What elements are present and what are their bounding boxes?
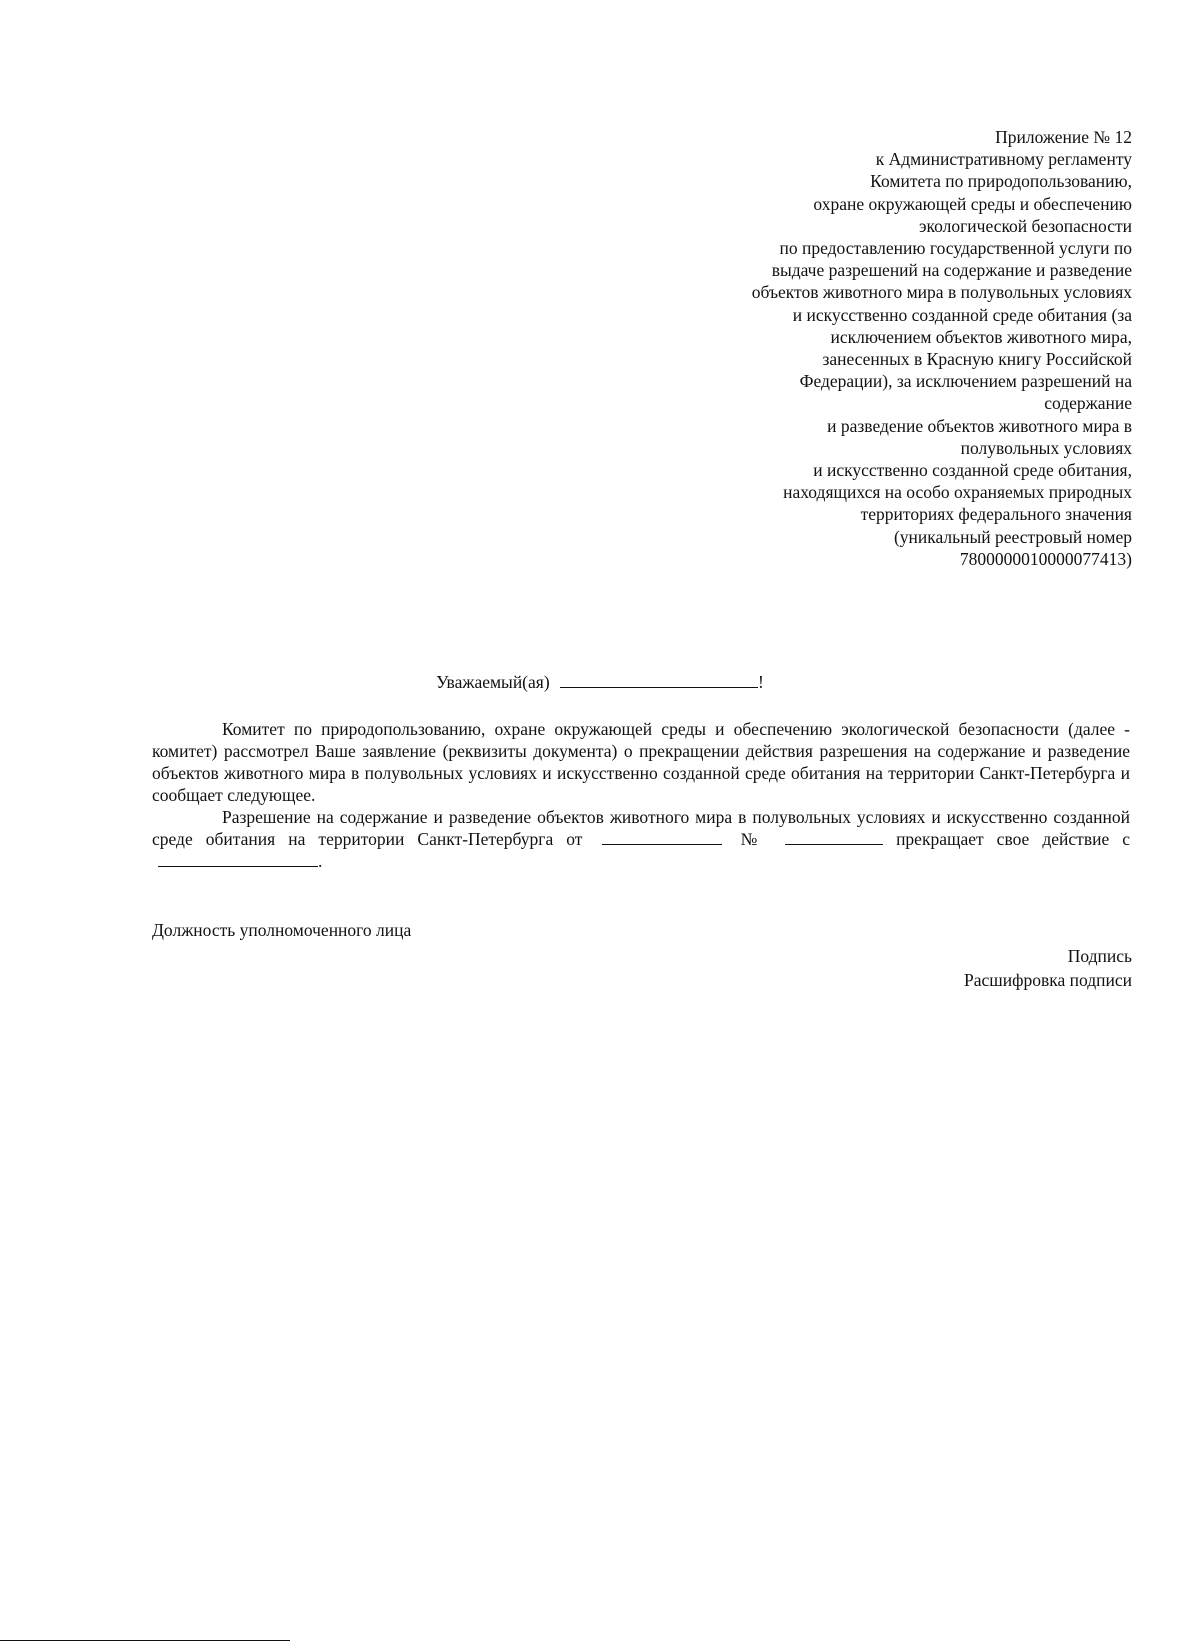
appendix-line: охране окружающей среды и обеспечению <box>813 193 1132 214</box>
appendix-line: (уникальный реестровый номер <box>893 526 1132 547</box>
number-sign: № <box>740 829 766 849</box>
termination-from-text: прекращает свое действие с <box>896 829 1131 849</box>
appendix-line: территориях федерального значения <box>860 504 1132 525</box>
footer-rule <box>0 1640 290 1641</box>
appendix-line: полувольных условиях <box>960 437 1132 458</box>
sentence-end: . <box>318 851 323 871</box>
termination-date-blank <box>158 850 318 867</box>
appendix-line: Федерации), за исключением разрешений на <box>799 371 1132 392</box>
appendix-line: и разведение объектов животного мира в <box>827 415 1132 436</box>
termination-text: Разрешение на содержание и разведение объектов животного мира в полувольных условиях и искусственно созданной среде обитания на территории Санкт-Петербурга от <box>152 807 1130 849</box>
appendix-line: и искусственно созданной среде обитания, <box>813 460 1132 481</box>
signature-decode-label: Расшифровка подписи <box>964 970 1132 990</box>
appendix-line: объектов животного мира в полувольных условиях <box>751 282 1132 303</box>
signature-block <box>964 944 1132 992</box>
appendix-line: Приложение № 12 <box>995 127 1132 147</box>
appendix-line: исключением объектов животного мира, <box>830 326 1132 347</box>
signature-label: Подпись <box>1067 946 1132 966</box>
appendix-line: и искусственно созданной среде обитания (за <box>792 304 1132 325</box>
appendix-line: находящихся на особо охраняемых природных <box>783 482 1132 503</box>
paragraph-termination <box>152 806 1130 872</box>
paragraph-review: Комитет по природопользованию, охране окружающей среды и обеспечению экологической безопасности (далее - комитет) рассмотрел Ваше заявление (реквизиты документа) о прекращении действия разрешения на содержание и разведение объектов животного мира в полувольных условиях и искусственно созданной среде обитания на территории Санкт-Петербурга и сообщает следующее. <box>152 719 1130 805</box>
authorized-person-position: Должность уполномоченного лица <box>152 920 412 940</box>
appendix-line: к Административному регламенту <box>875 149 1132 170</box>
salutation-prefix: Уважаемый(ая) <box>436 672 550 692</box>
appendix-line: выдаче разрешений на содержание и разведение <box>771 260 1132 281</box>
appendix-line: содержание <box>1044 393 1132 414</box>
appendix-header <box>662 126 1132 570</box>
appendix-line: по предоставлению государственной услуги по <box>779 238 1132 259</box>
salutation <box>0 671 1200 693</box>
permit-number-blank <box>785 828 883 845</box>
appendix-line: 7800000010000077413) <box>959 548 1132 569</box>
letter-body <box>152 718 1130 872</box>
appendix-line: занесенных в Красную книгу Российской <box>822 349 1132 370</box>
appendix-line: Комитета по природопользованию, <box>870 171 1132 192</box>
recipient-name-blank <box>560 671 758 688</box>
appendix-line: экологической безопасности <box>919 215 1132 236</box>
salutation-suffix: ! <box>758 672 764 692</box>
permit-date-blank <box>602 828 722 845</box>
